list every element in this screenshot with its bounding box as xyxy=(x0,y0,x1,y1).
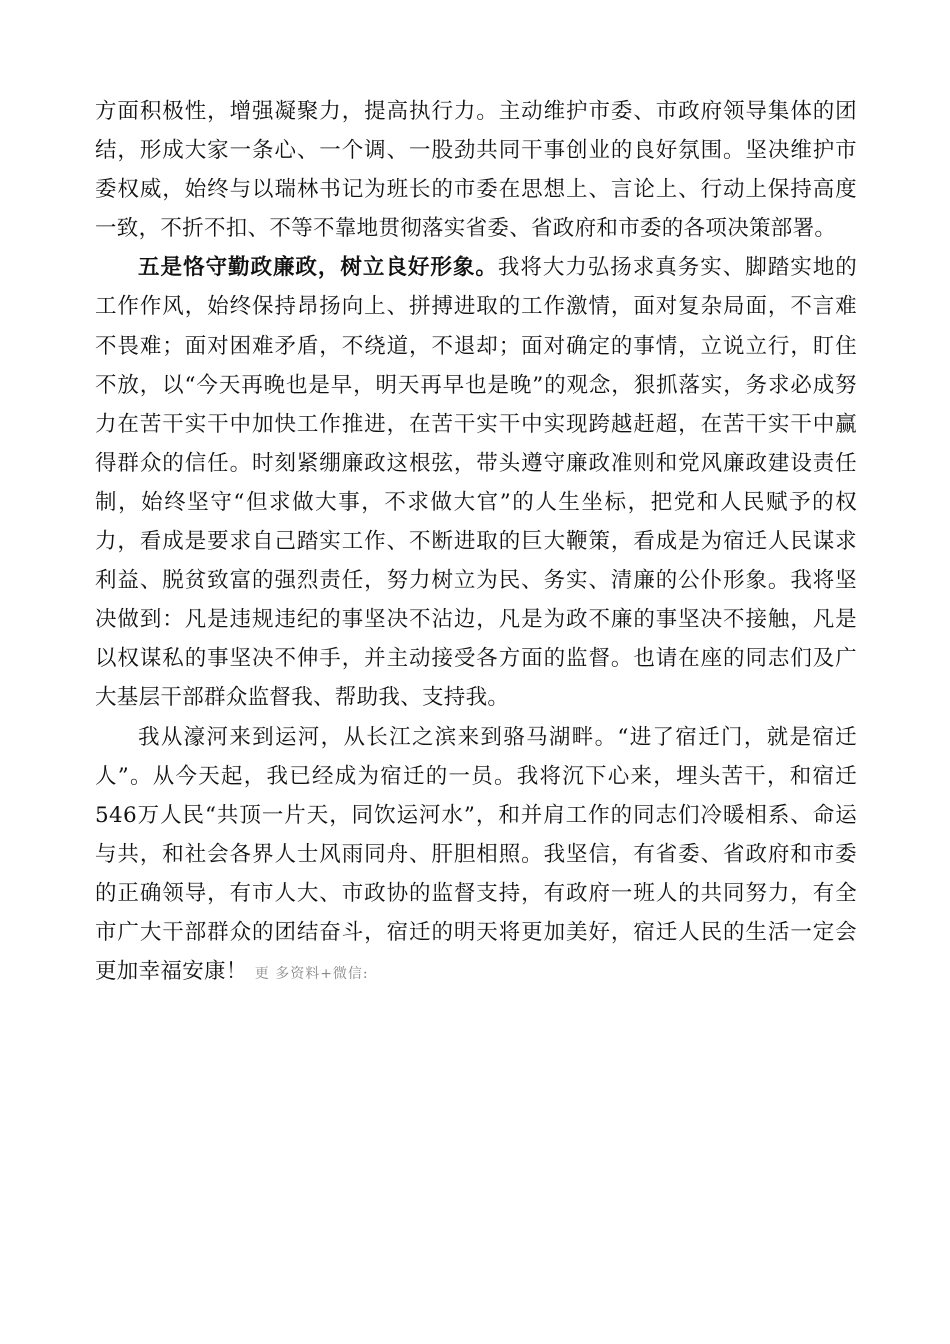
paragraph-text: 方面积极性，增强凝聚力，提高执行力。主动维护市委、市政府领导集体的团结，形成大家一条心、一个调、一股劲共同干事创业的良好氛围。坚决维护市委权威，始终与以瑞林书记为班长的市委在思想上、言论上、行动上保持高度一致，不折不扣、不等不靠地贯彻落实省委、省政府和市委的各项决策部署。 xyxy=(95,99,857,242)
paragraph-heading: 五是恪守勤政廉政，树立良好形象。 xyxy=(138,255,498,281)
trailing-note: 更 多资料+微信: xyxy=(254,966,369,983)
paragraph-integrity xyxy=(95,248,857,717)
paragraph-closing xyxy=(95,718,857,995)
paragraph-text: 我从濠河来到运河，从长江之滨来到骆马湖畔。“进了宿迁门，就是宿迁人”。从今天起，我已经成为宿迁的一员。我将沉下心来，埋头苦干，和宿迁546万人民“共顶一片天，同饮运河水”，和并肩工作的同志们冷暖相系、命运与共，和社会各界人士风雨同舟、肝胆相照。我坚信，有省委、省政府和市委的正确领导，有市人大、市政协的监督支持，有政府一班人的共同努力，有全市广大干部群众的团结奋斗，宿迁的明天将更加美好，宿迁人民的生活一定会更加幸福安康！ xyxy=(95,724,857,985)
paragraph-continuation xyxy=(95,92,857,248)
document-body xyxy=(95,92,857,994)
paragraph-text: 我将大力弘扬求真务实、脚踏实地的工作作风，始终保持昂扬向上、拼搏进取的工作激情，面对复杂局面，不言难不畏难；面对困难矛盾，不绕道，不退却；面对确定的事情，立说立行，盯住不放，以“今天再晚也是早，明天再早也是晚”的观念，狠抓落实，务求必成努力在苦干实干中加快工作推进，在苦干实干中实现跨越赶超，在苦干实干中赢得群众的信任。时刻紧绷廉政这根弦，带头遵守廉政准则和党风廉政建设责任制，始终坚守“但求做大事，不求做大官”的人生坐标，把党和人民赋予的权力，看成是要求自己踏实工作、不断进取的巨大鞭策，看成是为宿迁人民谋求利益、脱贫致富的强烈责任，努力树立为民、务实、清廉的公仆形象。我将坚决做到：凡是违规违纪的事坚决不沾边，凡是为政不廉的事坚决不接触，凡是以权谋私的事坚决不伸手，并主动接受各方面的监督。也请在座的同志们及广大基层干部群众监督我、帮助我、支持我。 xyxy=(95,255,857,711)
